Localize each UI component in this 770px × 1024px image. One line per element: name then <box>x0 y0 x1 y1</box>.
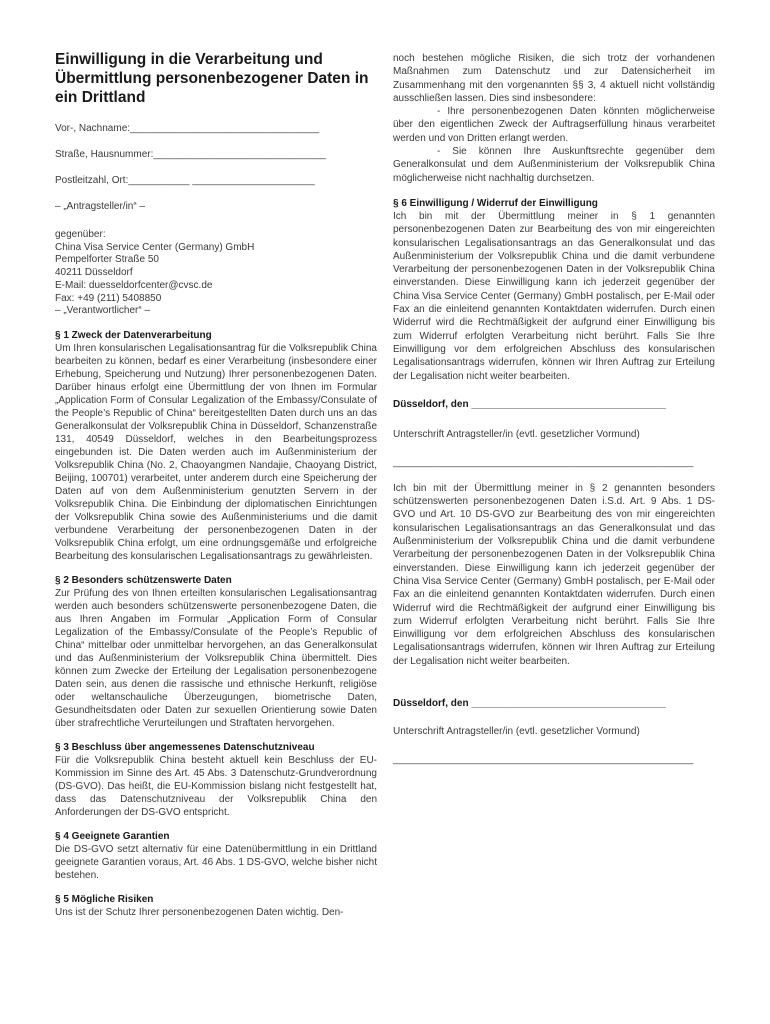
consent-body-2: Ich bin mit der Übermittlung meiner in § 2 genannten besonders schützenswerten personenbezogenen Daten i.S.d. Art. 9 Abs. 1 DS-GVO und Art. 10 DS-GVO zur Bearbeitung des von mir eingereichten konsularischen Legalisationsantrags an das Generalkonsulat und das Außenministerium der Volksrepublik China und die damit verbundene Verarbeitung der personenbezogenen Daten in der Volksrepublik China einverstanden. Diese Einwilligung kann ich jederzeit gegenüber der China Visa Service Center (Germany) GmbH postalisch, per E-Mail oder Fax an die einleitend genannten Kontaktdaten widerrufen. Durch einen Widerruf wird die Rechtmäßigkeit der aufgrund einer Einwilligung bis zum Widerruf erfolgten Verarbeitung nicht berührt. Falls Sie Ihre Einwilligung vor dem erfolgreichen Abschluss des konsularischen Legalisationsantrags widerrufen, können wir Ihren Auftrag zur Erteilung der Legalisation nicht weiter bearbeiten. <box>393 482 715 667</box>
signature-field-1[interactable]: ______________________________________________________ <box>393 456 694 468</box>
section-heading: § 4 Geeignete Garantien <box>55 830 170 842</box>
section-adequacy-decision <box>55 741 377 819</box>
controller-name: China Visa Service Center (Germany) GmbH <box>55 241 255 253</box>
right-column <box>393 52 715 766</box>
section-heading: § 3 Beschluss über angemessenes Datenschutzniveau <box>55 741 315 753</box>
section-heading: § 2 Besonders schützenswerte Daten <box>55 574 232 586</box>
section-body: Die DS-GVO setzt alternativ für eine Datenübermittlung in ein Drittland geeignete Garantien voraus, Art. 46 Abs. 1 DS-GVO, welche bisher nicht bestehen. <box>55 843 377 881</box>
consent-body-1: Ich bin mit der Übermittlung meiner in § 1 genannten personenbezogenen Daten zur Bearbeitung des von mir eingereichten konsularischen Legalisationsantrags an das Generalkonsulat und das Außenministerium der Volksrepublik China und die damit verbundene Verarbeitung der personenbezogenen Daten in der Volksrepublik China einverstanden. Diese Einwilligung kann ich jederzeit gegenüber der China Visa Service Center (Germany) GmbH postalisch, per E-Mail oder Fax an die einleitend genannten Kontaktdaten widerrufen. Durch einen Widerruf wird die Rechtmäßigkeit der aufgrund einer Einwilligung bis zum Widerruf erfolgten Verarbeitung nicht berührt. Falls Sie Ihre Einwilligung vor dem erfolgreichen Abschluss des konsularischen Legalisationsantrags widerrufen, können wir Ihren Auftrag zur Erteilung der Legalisation nicht weiter bearbeiten. <box>393 210 715 382</box>
signature-label-2: Unterschrift Antragsteller/in (evtl. gesetzlicher Vormund) <box>393 725 640 737</box>
risk-item: - Sie können Ihre Auskunftsrechte gegenüber dem Generalkonsulat und dem Außenministerium der Volksrepublik China möglicherweise nicht nachhaltig durchsetzen. <box>393 146 715 184</box>
date-place-field-1[interactable]: Düsseldorf, den ___________________________________ <box>393 398 666 410</box>
section-purpose <box>55 329 377 563</box>
street-field[interactable]: Straße, Hausnummer:_______________________________ <box>55 149 326 160</box>
document-title: Einwilligung in die Verarbeitung und Übermittlung personenbezogener Daten in ein Drittland <box>55 51 369 106</box>
controller-city: 40211 Düsseldorf <box>55 267 133 279</box>
section-heading: § 6 Einwilligung / Widerruf der Einwilligung <box>393 197 598 209</box>
city-field[interactable]: Postleitzahl, Ort:___________ ______________________ <box>55 175 315 186</box>
name-field[interactable]: Vor-, Nachname:__________________________________ <box>55 123 320 134</box>
section-heading: § 5 Mögliche Risiken <box>55 893 154 905</box>
section-sensitive-data <box>55 574 377 730</box>
section-body: Für die Volksrepublik China besteht aktuell kein Beschluss der EU-Kommission im Sinne des Art. 45 Abs. 3 Datenschutz-Grundverordnung (DS-GVO). Das heißt, die EU-Kommission bislang nicht festgestellt hat, dass das Datenschutzniveau der Volksrepublik China den Anforderungen der DS-GVO entspricht. <box>55 754 377 818</box>
signature-label-1: Unterschrift Antragsteller/in (evtl. gesetzlicher Vormund) <box>393 428 640 440</box>
signature-field-2[interactable]: ______________________________________________________ <box>393 753 694 765</box>
controller-street: Pempelforter Straße 50 <box>55 254 159 266</box>
risk-item: - Ihre personenbezogenen Daten könnten möglicherweise über den eigentlichen Zweck der Auftragserfüllung hinaus verarbeitet werden und von Dritten erlangt werden. <box>393 106 715 144</box>
address-intro: gegenüber: <box>55 229 106 240</box>
controller-email: E-Mail: duesseldorfcenter@cvsc.de <box>55 279 213 291</box>
controller-address <box>55 229 377 318</box>
risks-continuation: noch bestehen mögliche Risiken, die sich trotz der vorhandenen Maßnahmen zum Datenschutz und zur Datensicherheit im Zusammenhang mit den vorgenannten §§ 3, 4 aktuell nicht vollständig ausschließen lassen. Dies sind insbesondere: <box>393 53 715 104</box>
applicant-label: – „Antragsteller/in“ – <box>55 201 146 212</box>
section-heading: § 1 Zweck der Datenverarbeitung <box>55 329 212 341</box>
left-column <box>55 50 377 919</box>
section-body: Uns ist der Schutz Ihrer personenbezogenen Daten wichtig. Den- <box>55 906 344 918</box>
date-place-field-2[interactable]: Düsseldorf, den ___________________________________ <box>393 697 666 709</box>
section-guarantees <box>55 830 377 882</box>
controller-label: – „Verantwortlicher“ – <box>55 305 151 317</box>
section-body: Um Ihren konsularischen Legalisationsantrag für die Volksrepublik China bearbeiten zu können, bedarf es einer Verarbeitung (insbesondere einer Erhebung, Speicherung und Nutzung) Ihrer personenbezogenen Daten. Darüber hinaus erfolgt eine Übermittlung der von Ihnen im Formular „Application Form of Consular Legalization of the Embassy/Consulate of the People’s Republic of China“ bereitgestellten Daten durch uns an das Generalkonsulat der Volksrepublik China in Düsseldorf, Schanzenstraße 131, 40549 Düsseldorf, welches in den Bearbeitungsprozess eingebunden ist. Die Daten werden auch im Außenministerium der Volksrepublik China (No. 2, Chaoyangmen Nandajie, Chaoyang District, Beijing, 100701) verarbeitet, unter anderem durch eine Speicherung der Daten auf von dem Außenministerium genutzten Servern in der Volksrepublik China. Die Einbindung der diplomatischen Einrichtungen der Volksrepublik China sowie des Außenministeriums und die damit verbundene Verarbeitung der personenbezogenen Daten in der Volksrepublik China erfolgt, um eine ordnungsgemäße und erfolgreiche Bearbeitung des konsularischen Legalisationsantrags zu gewährleisten. <box>55 342 377 562</box>
section-body: Zur Prüfung des von Ihnen erteilten konsularischen Legalisationsantrag werden auch besonders schützenswerte personenbezogene Daten, die aus Ihren Angaben im Formular „Application Form of Consular Legalization of the Embassy/Consulate of the People’s Republic of China“ mittelbar oder unmittelbar hervorgehen, an das Generalkonsulat und das Außenministerium der Volksrepublik China übermittelt. Dies können zum Zwecke der Erteilung der Legalisation personenbezogene Daten sein, aus denen die rassische und ethnische Herkunft, religiöse oder weltanschauliche Überzeugungen, biometrische Daten, Gesundheitsdaten oder Daten zur sexuellen Orientierung sowie Daten über strafrechtliche Verurteilungen und Straftaten hervorgehen. <box>55 587 377 729</box>
controller-fax: Fax: +49 (211) 5408850 <box>55 292 162 304</box>
section-consent <box>393 197 715 383</box>
section-risks <box>55 893 377 919</box>
